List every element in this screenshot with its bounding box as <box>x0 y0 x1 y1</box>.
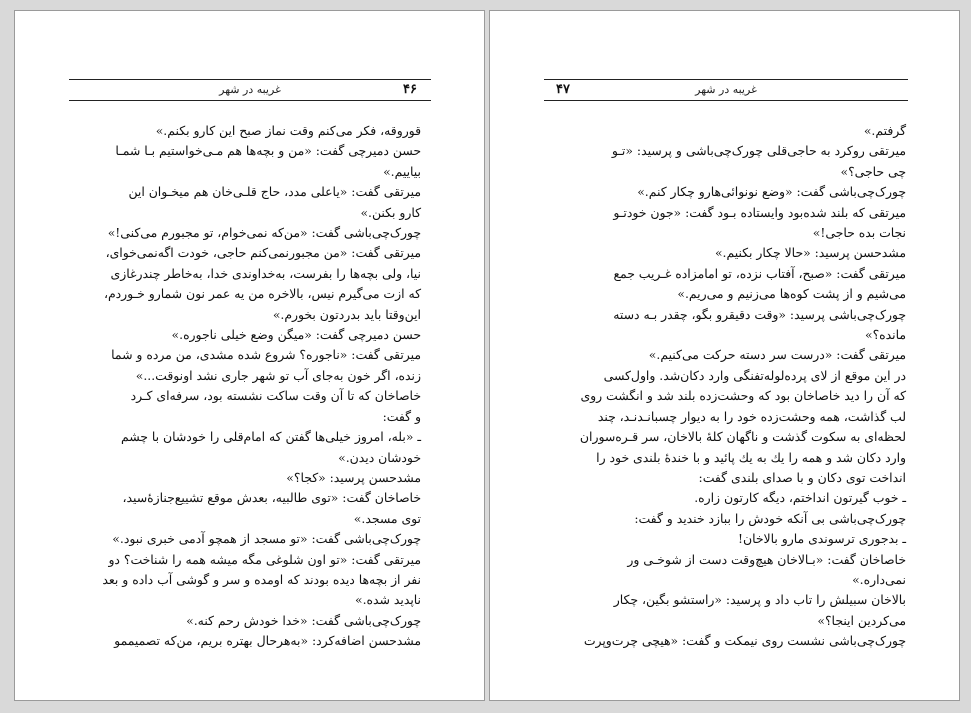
text-line: لحظه‌ای به سکوت گذشت و ناگهان کلهٔ بالاخان، سر قـره‌سوران <box>579 429 906 445</box>
text-line: نجات بده حاجی!» <box>812 225 906 241</box>
text-line: چی حاجی؟» <box>840 163 906 179</box>
page-body-text <box>81 121 421 652</box>
text-line: و گفت: <box>382 408 421 424</box>
text-line: مانده؟» <box>864 327 906 343</box>
text-line: میرتقی گفت: «صبح، آفتاب نزده، تو امامزاده غـریب جمع <box>613 265 906 281</box>
text-line: میرتقی گفت: «ناجوره؟ شروع شده مشدی، من مرده و شما <box>111 347 421 363</box>
text-line: میرتقی که بلند شده‌بود وایستاده بـود گفت: «جون خودتـو <box>613 204 906 220</box>
text-line: مشدحسن پرسید: «حالا چکار بکنیم.» <box>714 245 906 261</box>
text-line: میرتقی گفت: «تو اون شلوغی مگه میشه همه را شناخت؟ دو <box>108 551 421 567</box>
text-line: خودشان دیدن.» <box>338 449 421 465</box>
text-line: چورک‌چی‌باشی گفت: «وضع نونوائی‌هارو چکار کنم.» <box>637 184 906 200</box>
book-page-right <box>489 10 960 701</box>
text-line: حسن دمیرچی گفت: «میگن وضع خیلی ناجوره.» <box>171 327 421 343</box>
text-line: گرفتم.» <box>863 123 906 138</box>
text-line: خاصاخان گفت: «توی طالبیه، بعدش موقع تشییع‌جنازه‌ٔسید، <box>122 490 421 506</box>
text-line: قوروقه، فکر می‌کنم وقت نماز صبح این کارو بکنم.» <box>155 123 421 138</box>
running-header <box>544 79 908 101</box>
page-number: ۴۷ <box>556 82 570 97</box>
text-line: کارو بکنن.» <box>360 204 421 220</box>
running-header <box>69 79 431 101</box>
running-title: غریبه در شهر <box>219 83 281 96</box>
text-line: چورک‌چی‌باشی پرسید: «وقت دقیقرو بگو، چقدر بـه دسته <box>613 306 906 322</box>
text-line: چورک‌چی‌باشی بی آنکه خودش را ببازد خندید و گفت: <box>634 510 906 526</box>
text-line: وارد دکان شد و همه را یك به یك پائید و با خندهٔ بلندی خود را <box>596 449 906 465</box>
text-line: مشدحسن پرسید: «کجا؟» <box>286 469 421 485</box>
text-line: نیا، ولی بچه‌ها را بفرست، به‌خداوندی خدا، به‌خاطر چندرغازی <box>110 265 421 281</box>
page-number: ۴۶ <box>403 82 417 97</box>
text-line: چورک‌چی‌باشی گفت: «خدا خودش رحم کنه.» <box>186 612 421 628</box>
text-line: در این موقع از لای پرده‌لوله‌تفنگی وارد دکان‌شد. واول‌کسی <box>603 367 906 383</box>
text-line: خاصاخان که تا آن وقت ساکت نشسته بود، سرفه‌ای کـرد <box>130 388 421 404</box>
text-line: میرتقی گفت: «یاعلی مدد، حاج قلـی‌خان هم میخـوان این <box>128 184 421 200</box>
text-line: چورک‌چی‌باشی گفت: «تو مسجد از همچو آدمی خبری نبود.» <box>112 531 421 547</box>
text-line: زنده، اگر خون به‌جای آب تو شهر جاری نشد اونوقت...» <box>135 367 421 383</box>
text-line: ـ بدجوری ترسوندی مارو بالاخان! <box>738 531 906 547</box>
text-line: توی مسجد.» <box>353 510 421 526</box>
text-line: که آن را دید خاصاخان بود که وحشت‌زده بلند شد و انگشت روی <box>580 388 906 404</box>
text-line: مشدحسن اضافه‌کرد: «به‌هرحال بهتره بریم، من‌که تصمیممو <box>114 633 421 649</box>
text-line: بیاییم.» <box>383 163 421 179</box>
text-line: نفر از بچه‌ها دیده بودند که اومده و سر و گوشی آب داده و بعد <box>102 571 421 587</box>
book-page-left <box>14 10 485 701</box>
text-line: که ازت می‌گیرم نیس، بالاخره من یه عمر نون شمارو خـوردم، <box>103 286 421 302</box>
text-line: می‌شیم و از پشت کوه‌ها می‌زنیم و می‌ریم.» <box>677 286 906 302</box>
text-line: ـ خوب گیرتون انداختم، دیگه کارتون زاره. <box>694 490 906 506</box>
text-line: خاصاخان گفت: «بـالاخان هیچ‌وقت دست از شوخـی ور <box>627 551 906 567</box>
text-line: می‌کردین اینجا؟» <box>817 612 906 628</box>
text-line: چورک‌چی‌باشی نشست روی نیمکت و گفت: «هیچی چرت‌وپرت <box>583 633 906 649</box>
text-line: ـ «بله، امروز خیلی‌ها گفتن که امام‌قلی را خودشان با چشم <box>120 429 421 445</box>
text-line: حسن دمیرچی گفت: «من و بچه‌ها هم مـی‌خواستیم بـا شمـا <box>115 143 421 159</box>
text-line: بالاخان سبیلش را تاب داد و پرسید: «راستشو بگین، چکار <box>613 592 906 608</box>
running-title: غریبه در شهر <box>695 83 757 96</box>
text-line: چورک‌چی‌باشی گفت: «من‌که نمی‌خوام، تو مجبورم می‌کنی!» <box>107 225 421 241</box>
text-line: این‌وقتا باید بدردتون بخورم.» <box>272 306 421 322</box>
text-line: میرتقی گفت: «من مجبورنمی‌کنم حاجی، خودت اگه‌نمی‌خوای، <box>105 245 421 261</box>
text-line: میرتقی گفت: «درست سر دسته حرکت می‌کنیم.» <box>648 347 906 363</box>
page-body-text <box>556 121 906 652</box>
text-line: لب گذاشت، همه وحشت‌زده خود را به دیوار چسبانـدنـد، چند <box>597 408 906 424</box>
text-line: نمی‌داره.» <box>852 571 906 587</box>
text-line: ناپدید شده.» <box>355 592 421 608</box>
text-line: انداخت توی دکان و با صدای بلندی گفت: <box>698 469 906 485</box>
text-line: میرتقی روکرد به حاجی‌قلی چورک‌چی‌باشی و پرسید: «تـو <box>611 143 906 159</box>
